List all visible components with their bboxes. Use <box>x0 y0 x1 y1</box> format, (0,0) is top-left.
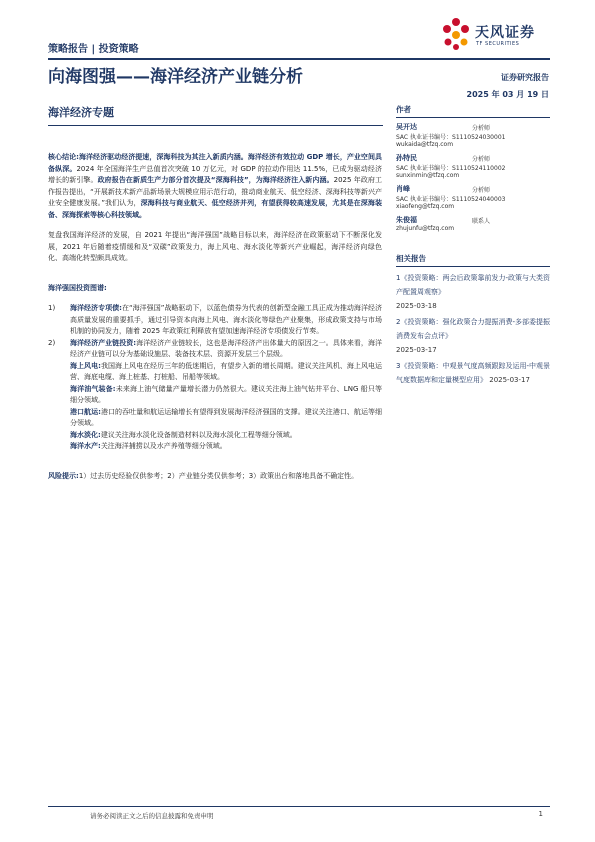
author-entry <box>396 215 550 239</box>
authors-title: 作者 <box>396 104 550 118</box>
subitem-oil-gas <box>70 384 382 407</box>
list-item-number: 1) <box>48 304 56 312</box>
subitem-port-shipping <box>70 407 382 430</box>
related-report-date: 2025-03-17 <box>396 346 437 354</box>
related-report-title[interactable]: 1《投资策略：两会后政策靠前发力-政策与大类资产配置周观察》 <box>396 274 550 296</box>
brand-name-cn: 天风证券 <box>475 25 535 41</box>
related-reports-title: 相关报告 <box>396 253 550 267</box>
author-role: 分析师 <box>472 156 491 163</box>
report-subtitle: 海洋经济专题 <box>48 106 114 119</box>
author-name: 肖峰 <box>396 185 410 193</box>
list-item-text: 海洋经济产业链较长，这也是海洋经济产出体量大的原因之一。具体来看，海洋经济产业链可以分为基础设施层、装备技术层、资源开发层三个层级。 <box>70 338 382 358</box>
related-report-item[interactable] <box>396 315 550 357</box>
risk-label: 风险提示: <box>48 471 79 480</box>
author-name: 朱俊福 <box>396 216 417 224</box>
related-reports-list <box>396 271 550 387</box>
related-report-date: 2025-03-18 <box>396 302 437 310</box>
tf-securities-logo <box>439 16 559 56</box>
author-cert: SAC 执业证书编号：S1110524040003 <box>396 196 506 203</box>
core-bold-4: 深海科技与商业航天、低空经济并列，有望获得较高速发展，尤其是在深海装备、深海探索等核心科技领域。 <box>48 199 382 219</box>
report-date: 2025 年 03 月 19 日 <box>466 90 549 99</box>
list-item <box>48 303 382 338</box>
risk-warning <box>48 471 382 483</box>
author-name: 吴开达 <box>396 123 417 131</box>
author-email[interactable]: zhujunfu@tfzq.com <box>396 225 455 232</box>
list-item-number: 2) <box>48 338 56 347</box>
author-name: 孙特民 <box>396 154 417 162</box>
author-email[interactable]: sunxinmin@tfzq.com <box>396 172 460 179</box>
subitem-offshore-wind <box>70 361 382 384</box>
subitem-text: 港口的吞吐量和航运运输增长有望得到发展海洋经济强国的支撑。建议关注港口、航运等细分领域。 <box>70 407 383 427</box>
list-item-bold: 海洋经济专项债: <box>70 304 122 312</box>
subitem-label: 海洋油气装备: <box>70 384 116 393</box>
page-number: 1 <box>538 810 543 818</box>
header-divider <box>48 58 550 60</box>
core-bold-3: 政府报告在新质生产力部分首次提及“深海科技”，为海洋经济注入新内涵。 <box>97 176 334 184</box>
related-report-title[interactable]: 2《投资策略：强化政策合力提振消费-多部委提振消费发布会点评》 <box>396 318 550 340</box>
related-report-item[interactable] <box>396 359 550 387</box>
core-conclusion-paragraph <box>48 152 382 221</box>
sidebar <box>396 104 550 389</box>
subitem-text: 建议关注海水淡化设备制造材料以及海水淡化工程等细分领域。 <box>100 430 297 439</box>
related-report-date: 2025-03-17 <box>489 376 530 384</box>
author-role: 分析师 <box>472 187 491 194</box>
subitem-label: 海水淡化: <box>70 430 101 439</box>
subitem-label: 港口航运: <box>70 407 101 416</box>
core-bold-2: 海洋经济有效拉动 GDP 增长，产业空间具备纵深。 <box>48 153 383 173</box>
risk-text: 1）过去历史经验仅供参考；2）产业链分类仅供参考；3）政策出台和落地具备不确定性。 <box>78 471 359 480</box>
section-title: 海洋强国投资图谱: <box>48 283 107 292</box>
author-email[interactable]: wukaida@tfzq.com <box>396 141 454 148</box>
related-report-title[interactable]: 3《投资策略：中观景气度高频跟踪及运用-中观景气度数据库和定量模型应用》 <box>396 362 550 384</box>
author-cert: SAC 执业证书编号：S1110524030001 <box>396 134 506 141</box>
report-type: 证券研究报告 <box>501 73 549 82</box>
list-item-bold: 海洋经济产业链投资: <box>70 338 137 347</box>
author-email[interactable]: xiaofeng@tfzq.com <box>396 203 455 210</box>
footer-divider <box>48 806 550 807</box>
subitem-desalination <box>70 430 382 442</box>
main-content <box>48 152 382 482</box>
author-cert: SAC 执业证书编号：S1110524110002 <box>396 165 506 172</box>
core-bold-1: 海洋经济驱动经济提速，深海科技为其注入新质内涵。 <box>78 153 248 161</box>
subitem-label: 海洋水产: <box>70 442 101 450</box>
author-entry <box>396 184 550 215</box>
subitem-aquatic <box>70 441 382 453</box>
author-role: 分析师 <box>472 125 491 132</box>
subitem-label: 海上风电: <box>70 361 101 370</box>
subitem-text: 我国海上风电在经历三年的低迷期后，有望步入新的增长周期。建议关注风机、海上风电运营、海底电缆、海上桩基、打桩船、吊船等领域。 <box>70 361 383 381</box>
review-paragraph: 复盘我国海洋经济的发展，自 2021 年提出“海洋强国”战略目标以来，海洋经济在政策驱动下不断深化发展，2021 年后随着疫情缓和及“双碳”政策发力，海上风电、海水淡化等新兴产业崛起，海洋经济向绿色化、高端化转型颇具成效。 <box>48 231 382 262</box>
investment-list <box>48 303 382 453</box>
author-entry <box>396 153 550 184</box>
subitem-text: 关注海洋捕捞以及水产养殖等细分领域。 <box>100 442 227 450</box>
list-item-text: 在“海洋强国”战略驱动下，以蓝色债券为代表的创新型金融工具正成为推动海洋经济高质量发展的重要抓手，通过引导资本向海上风电、海水淡化等绿色产业聚集，形成政策支持与市场机制的协同发力，随着 2025 年政策红利释放有望加速海洋经济专项债发行节奏。 <box>70 304 382 335</box>
core-text-1: 2024 年全国海洋生产总值首次突破 10 万亿元，对 GDP 的拉动作用达 11.5%，已成为驱动经济增长的新引擎。 <box>48 164 382 184</box>
author-role: 联系人 <box>472 218 491 225</box>
core-text-2: 2025 年政府工作报告提出，“开展新技术新产品新场景大规模应用示范行动，推动商业航天、低空经济、深海科技等新兴产业安全健康发展。”我们认为， <box>48 176 383 207</box>
subtitle-divider <box>48 125 383 126</box>
footer-disclaimer: 请务必阅读正文之后的信息披露和免责申明 <box>90 812 214 820</box>
tf-logo-mark-icon <box>439 16 473 52</box>
related-report-item[interactable] <box>396 271 550 313</box>
subitem-text: 未来海上油气储量产量增长潜力仍然很大。建议关注海上油气钻井平台、LNG 船只等细分领域。 <box>70 384 382 404</box>
page-title: 向海图强——海洋经济产业链分析 <box>48 67 303 87</box>
list-item <box>48 338 382 453</box>
brand-name-en: TF SECURITIES <box>476 41 520 47</box>
report-category: 策略报告 | 投资策略 <box>48 44 139 55</box>
core-lead: 核心结论: <box>48 153 79 161</box>
author-entry <box>396 122 550 153</box>
